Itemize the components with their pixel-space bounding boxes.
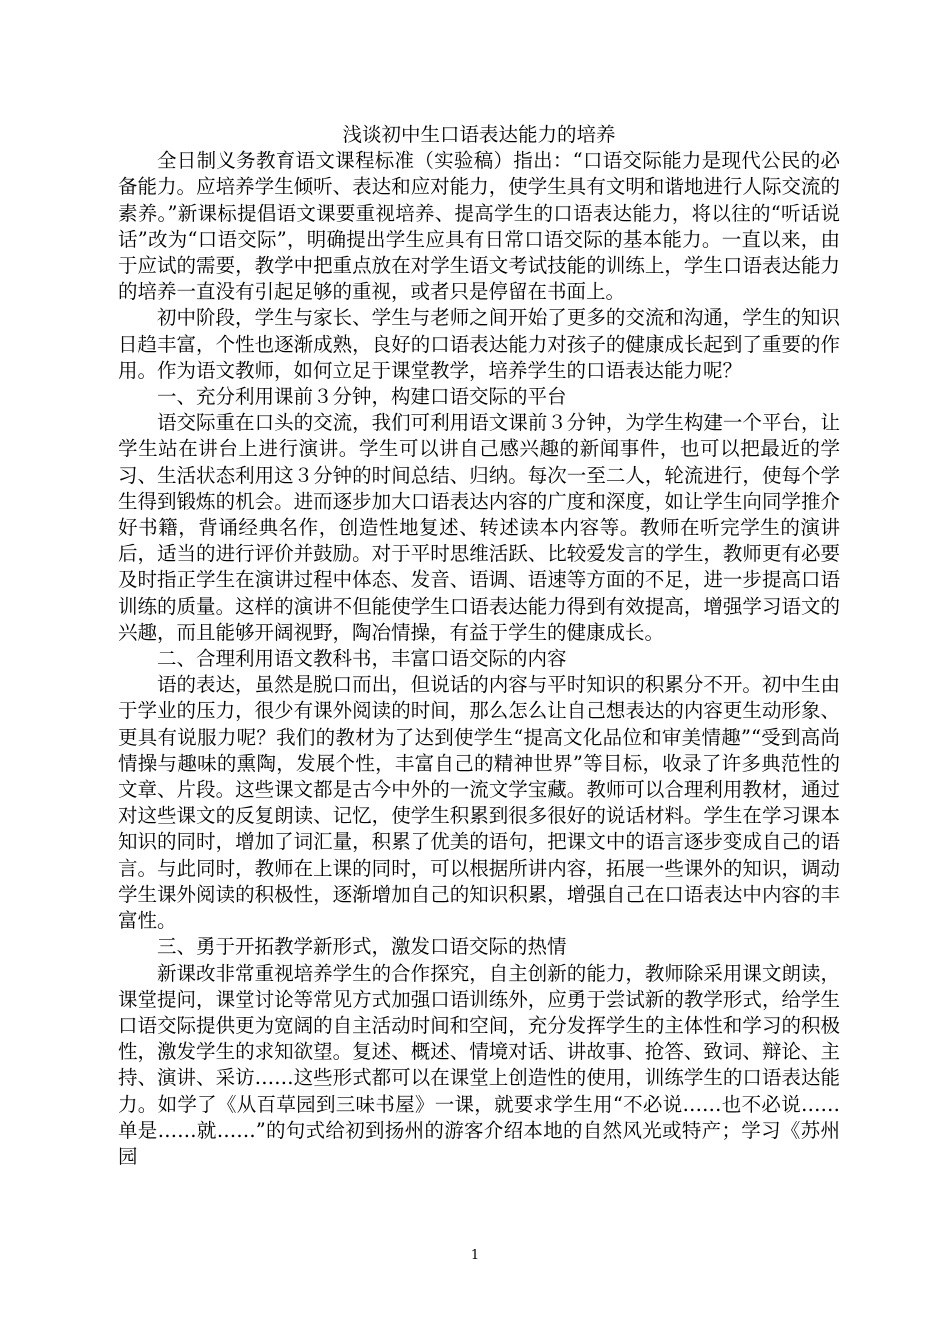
section-1-heading: 一、充分利用课前３分钟，构建口语交际的平台 <box>157 385 567 409</box>
section-2-heading: 二、合理利用语文教科书，丰富口语交际的内容 <box>157 647 567 671</box>
intro-paragraph-1: 全日制义务教育语文课程标准（实验稿）指出：“口语交际能力是现代公民的必备能力。应培养学生倾听、表达和应对能力，使学生具有文明和谐地进行人际交流的素养。”新课标提倡语文课要重视培养、提高学生的口语表达能力，将以往的“听话说话”改为“口语交际”，明确提出学生应具有日常口语交际的基本能力。一直以来，由于应试的需要，教学中把重点放在对学生语文考试技能的训练上，学生口语表达能力的培养一直没有引起足够的重视，或者只是停留在书面上。 <box>118 149 840 304</box>
section-3-heading: 三、勇于开拓教学新形式，激发口语交际的热情 <box>157 935 567 959</box>
page-number: 1 <box>470 1248 480 1263</box>
section-3-body: 新课改非常重视培养学生的合作探究，自主创新的能力，教师除采用课文朗读，课堂提问，课堂讨论等常见方式加强口语训练外，应勇于尝试新的教学形式，给学生口语交际提供更为宽阔的自主活动时间和空间，充分发挥学生的主体性和学习的积极性，激发学生的求知欲望。复述、概述、情境对话、讲故事、抢答、致词、辩论、主持、演讲、采访……这些形式都可以在课堂上创造性的使用，训练学生的口语表达能力。如学了《从百草园到三味书屋》一课，就要求学生用“不必说……也不必说……单是……就……”的句式给初到扬州的游客介绍本地的自然风光或特产；学习《苏州园 <box>118 961 840 1168</box>
document-body <box>118 122 840 1170</box>
intro-paragraph-2: 初中阶段，学生与家长、学生与老师之间开始了更多的交流和沟通，学生的知识日趋丰富，个性也逐渐成熟，良好的口语表达能力对孩子的健康成长起到了重要的作用。作为语文教师，如何立足于课堂教学，培养学生的口语表达能力呢？ <box>118 306 840 382</box>
section-2-body: 语的表达，虽然是脱口而出，但说话的内容与平时知识的积累分不开。初中生由于学业的压力，很少有课外阅读的时间，那么怎么让自己想表达的内容更生动形象、更具有说服力呢？我们的教材为了达到使学生“提高文化品位和审美情趣”“受到高尚情操与趣味的熏陶，发展个性，丰富自己的精神世界”等目标，收录了许多典范性的文章、片段。这些课文都是古今中外的一流文学宝藏。教师可以合理利用教材，通过对这些课文的反复朗读、记忆，使学生积累到很多很好的说话材料。学生在学习课本知识的同时，增加了词汇量，积累了优美的语句，把课文中的语言逐步变成自己的语言。与此同时，教师在上课的同时，可以根据所讲内容，拓展一些课外的知识，调动学生课外阅读的积极性，逐渐增加自己的知识积累，增强自己在口语表达中内容的丰富性。 <box>118 673 840 933</box>
document-title: 浅谈初中生口语表达能力的培养 <box>342 123 616 146</box>
section-1-body: 语交际重在口头的交流，我们可利用语文课前３分钟，为学生构建一个平台，让学生站在讲台上进行演讲。学生可以讲自己感兴趣的新闻事件，也可以把最近的学习、生活状态利用这３分钟的时间总结、归纳。每次一至二人，轮流进行，使每个学生得到锻炼的机会。进而逐步加大口语表达内容的广度和深度，如让学生向同学推介好书籍，背诵经典名作，创造性地复述、转述读本内容等。教师在听完学生的演讲后，适当的进行评价并鼓励。对于平时思维活跃、比较爱发言的学生，教师更有必要及时指正学生在演讲过程中体态、发音、语调、语速等方面的不足，进一步提高口语训练的质量。这样的演讲不但能使学生口语表达能力得到有效提高，增强学习语文的兴趣，而且能够开阔视野，陶冶情操，有益于学生的健康成长。 <box>118 411 840 644</box>
